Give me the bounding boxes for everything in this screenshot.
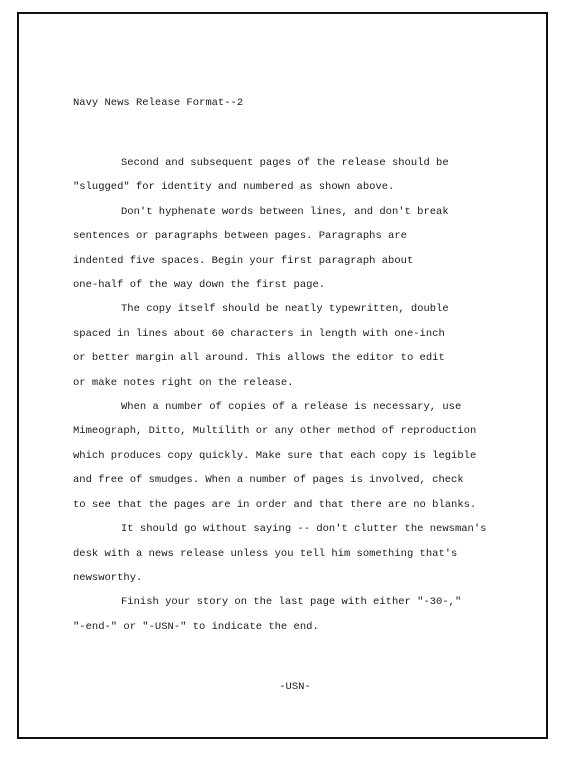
text-line: "slugged" for identity and numbered as shown above. (73, 181, 395, 194)
end-mark: -USN- (279, 681, 311, 693)
text-line: sentences or paragraphs between pages. Paragraphs are (73, 230, 407, 243)
document-heading: Navy News Release Format--2 (73, 97, 244, 109)
text-line: spaced in lines about 60 characters in length with one-inch (73, 327, 445, 340)
text-line: newsworthy. (73, 571, 143, 584)
document-body (73, 96, 513, 639)
text-line: The copy itself should be neatly typewritten, double (121, 303, 449, 316)
document-text (73, 151, 513, 639)
text-line: or make notes right on the release. (73, 376, 294, 389)
text-line: When a number of copies of a release is necessary, use (121, 401, 462, 414)
text-line: "-end-" or "-USN-" to indicate the end. (73, 620, 319, 633)
text-line: indented five spaces. Begin your first paragraph about (73, 254, 414, 267)
text-line: and free of smudges. When a number of pages is involved, check (73, 474, 464, 487)
text-line: or better margin all around. This allows the editor to edit (73, 352, 445, 365)
text-line: one-half of the way down the first page. (73, 279, 326, 292)
text-line: It should go without saying -- don't clutter the newsman's (121, 523, 487, 536)
text-line: Don't hyphenate words between lines, and don't break (121, 205, 449, 218)
text-line: desk with a news release unless you tell him something that's (73, 547, 458, 560)
text-line: Second and subsequent pages of the release should be (121, 157, 449, 169)
text-line: Finish your story on the last page with either "-30-," (121, 596, 462, 609)
text-line: Mimeograph, Ditto, Multilith or any other method of reproduction (73, 425, 477, 438)
text-line: which produces copy quickly. Make sure that each copy is legible (73, 449, 477, 462)
text-line: to see that the pages are in order and that there are no blanks. (73, 498, 477, 511)
